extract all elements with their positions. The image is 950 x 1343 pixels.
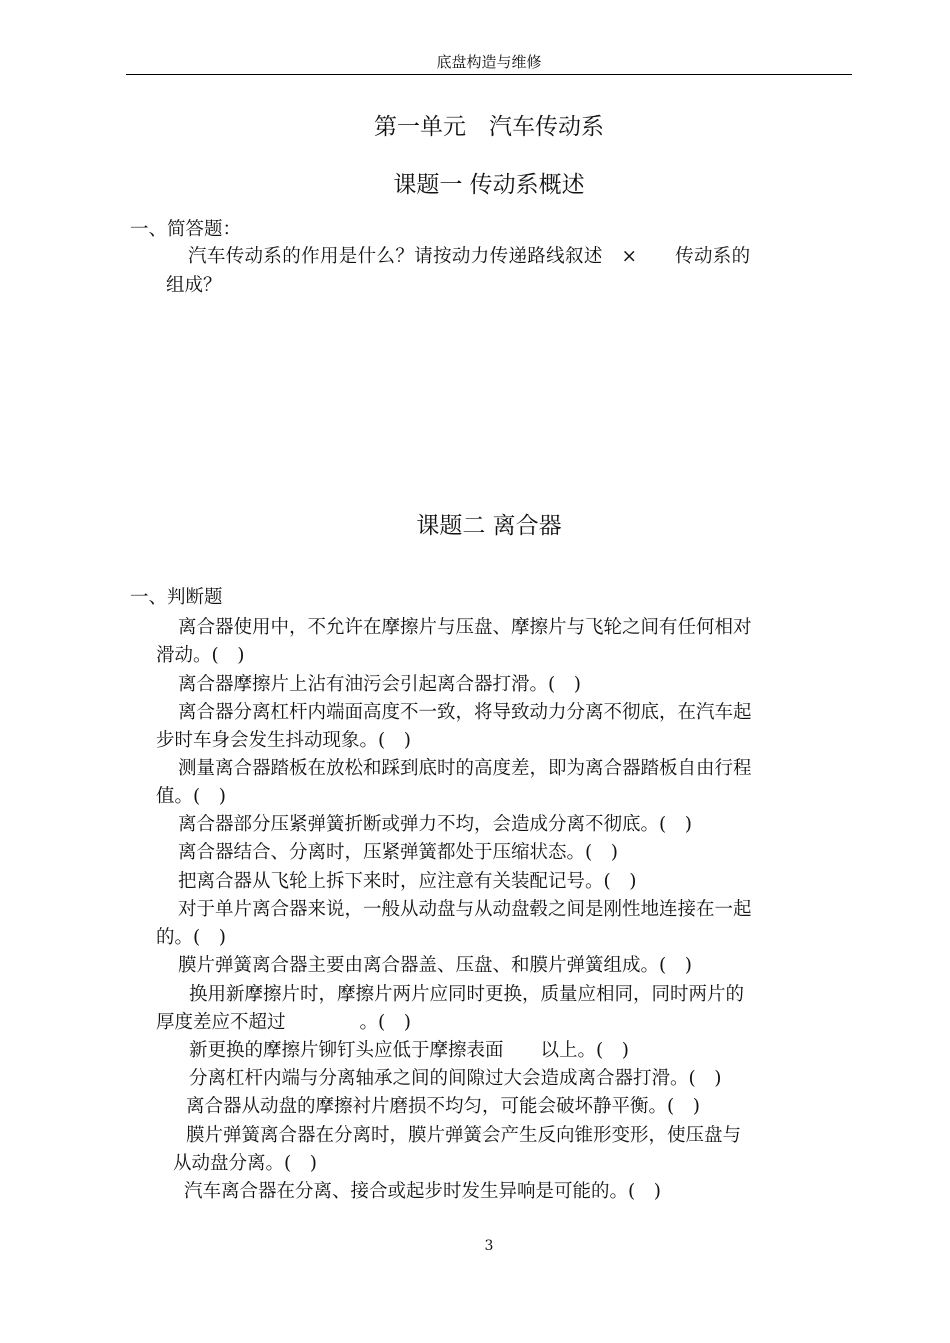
statement-line: 离合器从动盘的摩擦衬片磨损不均匀，可能会破坏静平衡。( ) xyxy=(186,1096,700,1117)
page-number: 3 xyxy=(484,1238,494,1254)
statement-line: 对于单片离合器来说，一般从动盘与从动盘毂之间是刚性地连接在一起 xyxy=(178,899,752,920)
statement-line: 新更换的摩擦片铆钉头应低于摩擦表面 以上。( ) xyxy=(189,1040,629,1061)
statement-line: 值。( ) xyxy=(156,786,226,807)
statement-line: 汽车离合器在分离、接合或起步时发生异响是可能的。( ) xyxy=(184,1181,661,1202)
topic-1-title: 课题一 传动系概述 xyxy=(393,172,585,198)
topic-1-question-line: 汽车传动系的作用是什么？请按动力传递路线叙述 × 传动系的 xyxy=(188,246,751,267)
statement-line: 把离合器从飞轮上拆下来时，应注意有关装配记号。( ) xyxy=(178,871,637,892)
unit-title: 第一单元 汽车传动系 xyxy=(374,114,604,140)
topic-1-question-line: 组成？ xyxy=(166,275,222,296)
statement-line: 分离杠杆内端与分离轴承之间的间隙过大会造成离合器打滑。( ) xyxy=(189,1068,722,1089)
statement-line: 从动盘分离。( ) xyxy=(173,1153,317,1174)
statement-line: 离合器部分压紧弹簧折断或弹力不均，会造成分离不彻底。( ) xyxy=(178,814,692,835)
header-rule xyxy=(126,74,852,75)
statement-line: 离合器结合、分离时，压紧弹簧都处于压缩状态。( ) xyxy=(178,842,618,863)
statement-line: 的。( ) xyxy=(156,927,226,948)
topic-2-section-label: 一、判断题 xyxy=(130,587,223,608)
statement-line: 离合器摩擦片上沾有油污会引起离合器打滑。( ) xyxy=(178,674,581,695)
statement-line: 步时车身会发生抖动现象。( ) xyxy=(156,730,411,751)
statement-line: 膜片弹簧离合器主要由离合器盖、压盘、和膜片弹簧组成。( ) xyxy=(178,955,692,976)
statement-line: 离合器分离杠杆内端面高度不一致，将导致动力分离不彻底，在汽车起 xyxy=(178,702,752,723)
topic-1-section-label: 一、简答题： xyxy=(130,219,242,240)
statement-line: 膜片弹簧离合器在分离时，膜片弹簧会产生反向锥形变形，使压盘与 xyxy=(186,1125,742,1146)
topic-2-title: 课题二 离合器 xyxy=(416,513,562,539)
statement-line: 厚度差应不超过 。( ) xyxy=(156,1012,411,1033)
statement-line: 滑动。( ) xyxy=(156,645,245,666)
statement-line: 测量离合器踏板在放松和踩到底时的高度差，即为离合器踏板自由行程 xyxy=(178,758,752,779)
statement-line: 离合器使用中，不允许在摩擦片与压盘、摩擦片与飞轮之间有任何相对 xyxy=(178,617,752,638)
running-header: 底盘构造与维修 xyxy=(436,53,542,71)
statement-line: 换用新摩擦片时，摩擦片两片应同时更换，质量应相同，同时两片的 xyxy=(189,984,745,1005)
